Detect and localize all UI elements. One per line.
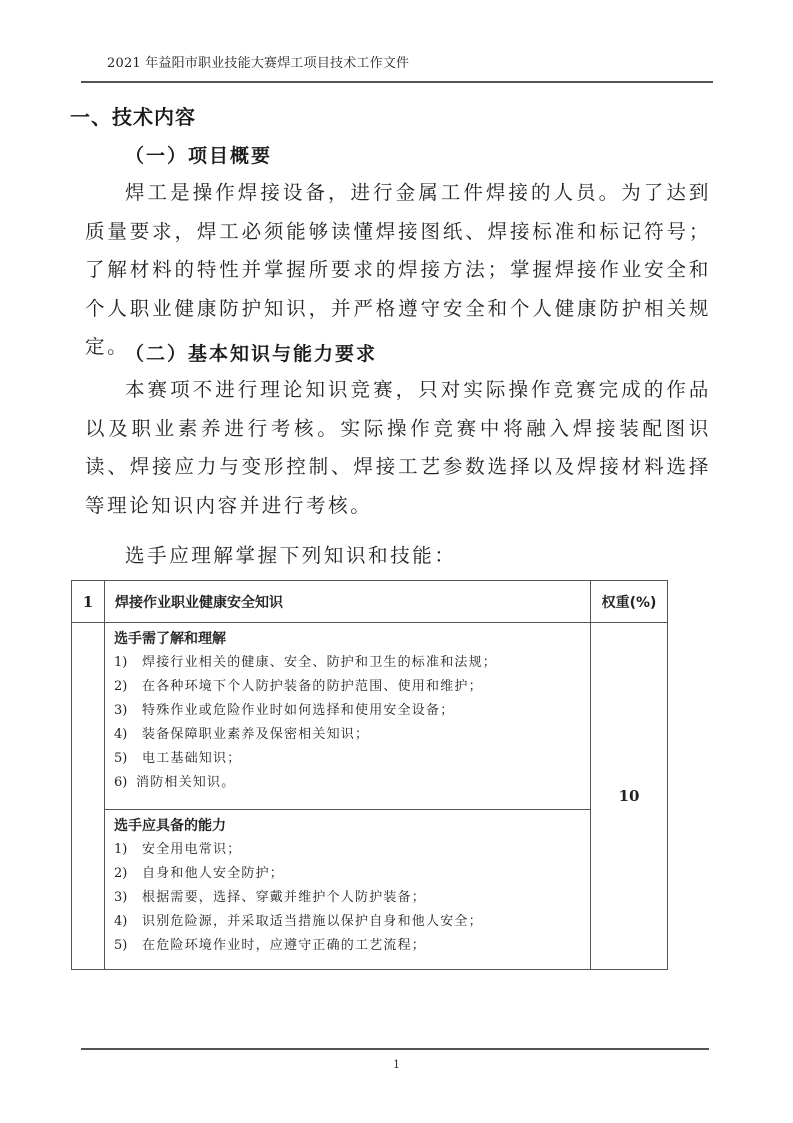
list-item: 1) 焊接行业相关的健康、安全、防护和卫生的标准和法规； — [114, 655, 498, 670]
overview-paragraph: 焊工是操作焊接设备，进行金属工件焊接的人员。为了达到质量要求，焊工必须能够读懂焊接图纸、焊接标准和标记符号；了解材料的特性并掌握所要求的焊接方法；掌握焊接作业安全和个人职业健康防护知识，并严格遵守安全和个人健康防护相关规定。 — [85, 181, 711, 358]
list-item: 5) 在危险环境作业时，应遵守正确的工艺流程； — [114, 938, 427, 953]
list-item: 2) 自身和他人安全防护； — [114, 866, 285, 881]
subsection-heading-overview: （一）项目概要 — [125, 145, 273, 167]
list-item: 6) 消防相关知识。 — [114, 775, 236, 790]
row-number-cell: 1 — [72, 581, 105, 623]
requirements-paragraph: 本赛项不进行理论知识竞赛，只对实际操作竞赛完成的作品以及职业素养进行考核。实际操作竞赛中将融入焊接装配图识读、焊接应力与变形控制、焊接工艺参数选择以及焊接材料选择等理论知识内容并进行考核。 — [85, 378, 711, 517]
header-divider — [81, 81, 713, 83]
block-title: 选手应具备的能力 — [114, 818, 226, 834]
list-item: 4) 识别危险源，并采取适当措施以保护自身和他人安全； — [114, 914, 483, 929]
table-header-row — [72, 581, 668, 623]
list-item: 5) 电工基础知识； — [114, 751, 242, 766]
ability-block — [105, 809, 590, 960]
footer-divider — [81, 1048, 709, 1050]
content-cell — [105, 623, 591, 970]
section-heading: 一、技术内容 — [70, 105, 196, 129]
knowledge-skills-table — [71, 580, 668, 970]
list-item: 3) 特殊作业或危险作业时如何选择和使用安全设备； — [114, 703, 455, 718]
block-title: 选手需了解和理解 — [114, 631, 226, 647]
list-item: 1) 安全用电常识； — [114, 842, 242, 857]
category-title-cell: 焊接作业职业健康安全知识 — [105, 581, 591, 623]
page-number: 1 — [393, 1058, 400, 1071]
document-header-title: 2021 年益阳市职业技能大赛焊工项目技术工作文件 — [107, 56, 410, 71]
list-item: 4) 装备保障职业素养及保密相关知识； — [114, 727, 370, 742]
knowledge-block — [105, 623, 590, 809]
table-body-row — [72, 623, 668, 970]
subsection-heading-requirements: （二）基本知识与能力要求 — [125, 343, 378, 365]
weight-header-cell: 权重(%) — [591, 581, 668, 623]
empty-number-cell — [72, 623, 105, 970]
weight-value-cell: 10 — [591, 623, 668, 970]
list-item: 3) 根据需要，选择、穿戴并维护个人防护装备； — [114, 890, 427, 905]
list-item: 2) 在各种环境下个人防护装备的防护范围、使用和维护； — [114, 679, 483, 694]
skills-intro: 选手应理解掌握下列知识和技能： — [125, 544, 457, 567]
